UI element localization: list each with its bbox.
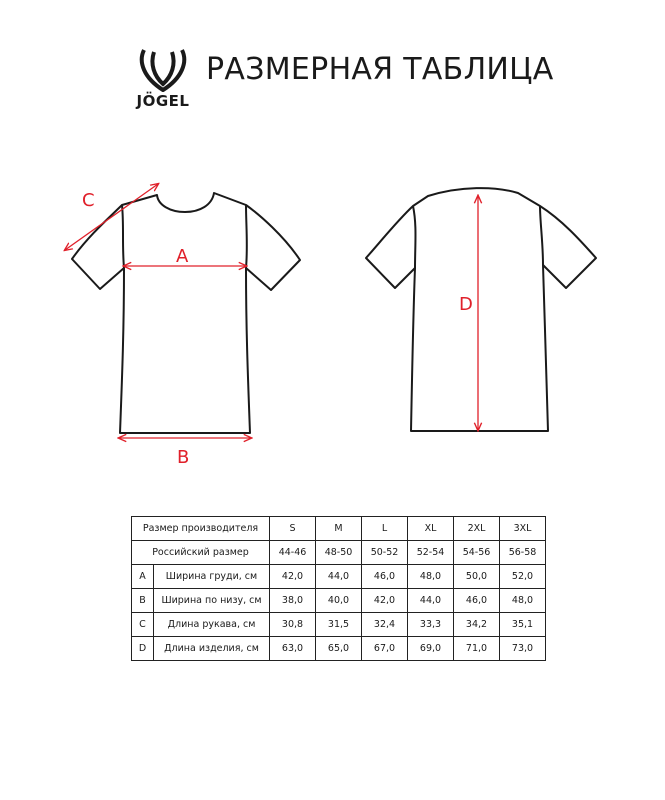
row-letter-cell: A: [132, 565, 154, 589]
value-cell: 63,0: [270, 637, 316, 661]
value-cell: 71,0: [454, 637, 500, 661]
row-letter-cell: D: [132, 637, 154, 661]
ru-size-cell: 48-50: [316, 541, 362, 565]
dimension-b-label: B: [177, 447, 190, 468]
value-cell: 40,0: [316, 589, 362, 613]
ru-size-cell: 56-58: [500, 541, 546, 565]
value-cell: 31,5: [316, 613, 362, 637]
value-cell: 32,4: [362, 613, 408, 637]
row-name-cell: Длина изделия, см: [154, 637, 270, 661]
value-cell: 46,0: [454, 589, 500, 613]
value-cell: 42,0: [270, 565, 316, 589]
row-name-cell: Ширина груди, см: [154, 565, 270, 589]
size-header-cell: 2XL: [454, 517, 500, 541]
row-name-cell: Ширина по низу, см: [154, 589, 270, 613]
table-row: [132, 565, 546, 589]
value-cell: 48,0: [408, 565, 454, 589]
table-row: [132, 541, 546, 565]
table-row: [132, 589, 546, 613]
page-title: РАЗМЕРНАЯ ТАБЛИЦА: [206, 52, 554, 87]
size-header-cell: 3XL: [500, 517, 546, 541]
tshirt-front-view: [72, 193, 300, 433]
value-cell: 42,0: [362, 589, 408, 613]
value-cell: 44,0: [408, 589, 454, 613]
value-cell: 67,0: [362, 637, 408, 661]
row-letter-cell: C: [132, 613, 154, 637]
value-cell: 73,0: [500, 637, 546, 661]
value-cell: 35,1: [500, 613, 546, 637]
value-cell: 50,0: [454, 565, 500, 589]
value-cell: 30,8: [270, 613, 316, 637]
ru-label-cell: Российский размер: [132, 541, 270, 565]
value-cell: 48,0: [500, 589, 546, 613]
value-cell: 65,0: [316, 637, 362, 661]
ru-size-cell: 54-56: [454, 541, 500, 565]
header-label-cell: Размер производителя: [132, 517, 270, 541]
value-cell: 44,0: [316, 565, 362, 589]
value-cell: 34,2: [454, 613, 500, 637]
tshirt-back-view: [366, 188, 596, 431]
ru-size-cell: 52-54: [408, 541, 454, 565]
row-name-cell: Длина рукава, см: [154, 613, 270, 637]
dimension-a-label: A: [176, 246, 189, 267]
table-row: [132, 517, 546, 541]
row-letter-cell: B: [132, 589, 154, 613]
size-header-cell: S: [270, 517, 316, 541]
ru-size-cell: 50-52: [362, 541, 408, 565]
size-table: [131, 516, 546, 661]
brand-name: JÖGEL: [136, 92, 190, 110]
size-header-cell: L: [362, 517, 408, 541]
table-row: [132, 637, 546, 661]
dimension-c-label: C: [82, 190, 95, 211]
value-cell: 46,0: [362, 565, 408, 589]
size-header-cell: M: [316, 517, 362, 541]
dimension-c-line: [65, 184, 158, 250]
value-cell: 38,0: [270, 589, 316, 613]
value-cell: 33,3: [408, 613, 454, 637]
value-cell: 69,0: [408, 637, 454, 661]
value-cell: 52,0: [500, 565, 546, 589]
dimension-d-label: D: [459, 294, 473, 315]
size-header-cell: XL: [408, 517, 454, 541]
table-row: [132, 613, 546, 637]
dimension-lines: [65, 184, 478, 438]
ru-size-cell: 44-46: [270, 541, 316, 565]
